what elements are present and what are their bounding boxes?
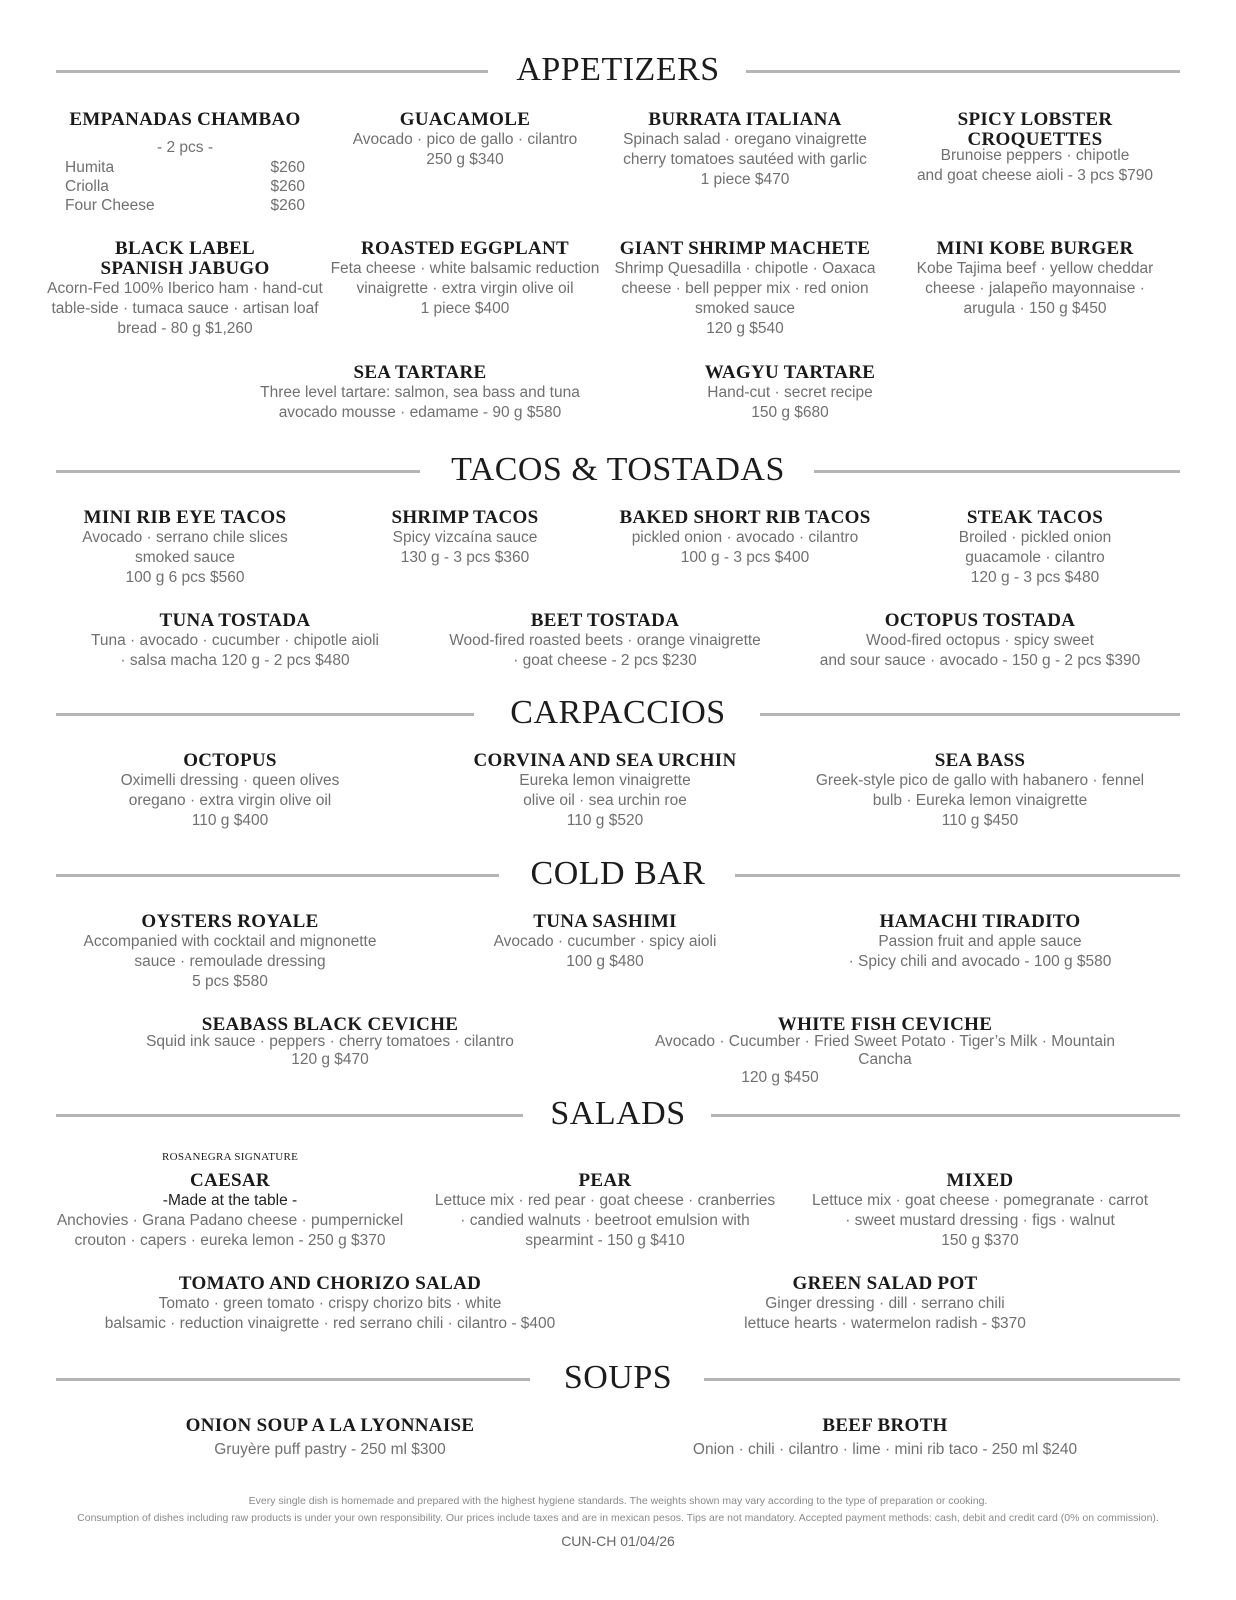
option-row: Criolla $260 xyxy=(65,178,305,195)
option-row: Four Cheese $260 xyxy=(65,197,305,214)
menu-item-hamachi xyxy=(820,912,1140,972)
item-price: Gruyère puff pastry - 250 ml $300 xyxy=(214,1441,446,1458)
item-name: SPICY LOBSTER xyxy=(957,109,1113,130)
menu-item-wagyu-tartare xyxy=(665,363,915,423)
item-name: BLACK LABEL xyxy=(114,238,256,259)
item-name: WAGYU TARTARE xyxy=(704,362,876,383)
divider xyxy=(735,874,1180,877)
item-desc: Brunoise peppers · chipotle xyxy=(940,147,1130,164)
section-title: SOUPS xyxy=(563,1359,673,1396)
item-name: GUACAMOLE xyxy=(399,109,531,130)
item-name: SEABASS BLACK CEVICHE xyxy=(201,1014,459,1035)
item-name: EMPANADAS CHAMBAO xyxy=(69,109,301,130)
menu-item-burrata xyxy=(600,110,890,190)
menu-item-green-salad-pot xyxy=(715,1274,1055,1334)
menu-item-lobster-croquettes xyxy=(890,110,1180,186)
item-desc: Spicy vizcaína sauce xyxy=(392,529,538,546)
item-name: GREEN SALAD POT xyxy=(792,1273,978,1294)
item-price: 110 g $450 xyxy=(941,812,1019,829)
item-desc: Lettuce mix · red pear · goat cheese · cranberries xyxy=(434,1192,776,1209)
item-desc: Passion fruit and apple sauce xyxy=(878,933,1082,950)
item-name: GIANT SHRIMP MACHETE xyxy=(619,238,871,259)
footer-disclaimer: Every single dish is homemade and prepared with the highest hygiene standards. The weights shown may vary according to the type of preparation or cooking. xyxy=(248,1495,988,1507)
item-name: TOMATO AND CHORIZO SALAD xyxy=(178,1273,482,1294)
section-header-cold-bar xyxy=(56,854,1180,894)
item-price: 120 g - 3 pcs $480 xyxy=(970,569,1100,586)
item-desc: Feta cheese · white balsamic reduction xyxy=(330,260,600,277)
item-name: WHITE FISH CEVICHE xyxy=(777,1014,993,1035)
menu-item-short-rib-tacos xyxy=(600,508,890,568)
item-desc: Ginger dressing · dill · serrano chili xyxy=(765,1295,1005,1312)
section-header-soups xyxy=(56,1358,1180,1398)
item-desc: bulb · Eureka lemon vinaigrette xyxy=(872,792,1088,809)
section-header-appetizers xyxy=(56,50,1180,90)
item-desc: Wood-fired roasted beets · orange vinaigrette xyxy=(449,632,761,649)
menu-item-empanadas xyxy=(60,110,310,215)
item-desc: Lettuce mix · goat cheese · pomegranate · carrot xyxy=(812,1192,1148,1209)
menu-item-ribeye-tacos xyxy=(45,508,325,588)
menu-item-shrimp-tacos xyxy=(330,508,600,568)
menu-item-oysters xyxy=(70,912,390,992)
menu-code: CUN-CH 01/04/26 xyxy=(561,1533,675,1549)
item-name: MIXED xyxy=(946,1170,1014,1191)
item-name: CROQUETTES xyxy=(967,129,1103,150)
item-name: BAKED SHORT RIB TACOS xyxy=(619,507,871,528)
item-desc: olive oil · sea urchin roe xyxy=(523,792,687,809)
item-desc: · candied walnuts · beetroot emulsion with xyxy=(460,1212,750,1229)
menu-item-steak-tacos xyxy=(890,508,1180,588)
section-header-salads xyxy=(56,1094,1180,1134)
item-price: · goat cheese - 2 pcs $230 xyxy=(513,652,697,669)
item-name: CAESAR xyxy=(190,1170,270,1191)
item-name: BURRATA ITALIANA xyxy=(648,109,842,130)
menu-item-corvina xyxy=(445,751,765,831)
item-desc: smoked sauce xyxy=(135,549,235,566)
item-desc: Oximelli dressing · queen olives xyxy=(120,772,340,789)
item-price: 1 piece $470 xyxy=(700,171,790,188)
section-header-carpaccios xyxy=(56,693,1180,733)
menu-item-black-ceviche xyxy=(130,1015,530,1069)
item-name: SPANISH JABUGO xyxy=(100,258,270,279)
item-price: 150 g $370 xyxy=(941,1232,1019,1249)
menu-item-beef-broth xyxy=(665,1416,1105,1460)
item-desc: Three level tartare: salmon, sea bass and tuna xyxy=(260,384,580,401)
menu-item-mixed xyxy=(800,1171,1160,1251)
item-desc: Greek-style pico de gallo with habanero · fennel xyxy=(815,772,1145,789)
item-name: PEAR xyxy=(578,1170,632,1191)
item-name: OCTOPUS TOSTADA xyxy=(884,610,1076,631)
item-desc: Shrimp Quesadilla · chipotle · Oaxaca xyxy=(614,260,876,277)
menu-item-caesar xyxy=(55,1171,405,1251)
item-price: crouton · capers · eureka lemon - 250 g $370 xyxy=(74,1232,386,1249)
item-price: 100 g $480 xyxy=(566,953,644,970)
section-title: SALADS xyxy=(550,1095,686,1132)
item-name: TUNA TOSTADA xyxy=(159,610,311,631)
item-desc: cheese · jalapeño mayonnaise · xyxy=(925,280,1145,297)
item-price: 150 g $680 xyxy=(751,404,829,421)
item-name: STEAK TACOS xyxy=(966,507,1104,528)
item-name: MINI KOBE BURGER xyxy=(936,238,1134,259)
menu-item-tomato-chorizo xyxy=(95,1274,565,1334)
item-desc: Squid ink sauce · peppers · cherry tomatoes · cilantro xyxy=(146,1033,514,1050)
item-desc: pickled onion · avocado · cilantro xyxy=(631,529,859,546)
menu-item-sea-bass xyxy=(800,751,1160,831)
item-name: ONION SOUP A LA LYONNAISE xyxy=(185,1415,475,1436)
item-name: OCTOPUS xyxy=(183,750,277,771)
item-desc: oregano · extra virgin olive oil xyxy=(128,792,332,809)
item-price: 110 g $520 xyxy=(566,812,644,829)
item-name: MINI RIB EYE TACOS xyxy=(83,507,287,528)
option-row: Humita $260 xyxy=(65,159,305,176)
item-price: 120 g $470 xyxy=(291,1051,369,1068)
item-price: 110 g $400 xyxy=(191,812,269,829)
item-name: SEA TARTARE xyxy=(353,362,487,383)
menu-item-shrimp-machete xyxy=(600,239,890,339)
item-price: spearmint - 150 g $410 xyxy=(525,1232,685,1249)
item-price: avocado mousse · edamame - 90 g $580 xyxy=(278,404,562,421)
item-desc: sauce · remoulade dressing xyxy=(134,953,326,970)
item-price: Onion · chili · cilantro · lime · mini rib taco - 250 ml $240 xyxy=(692,1441,1078,1458)
item-name: CORVINA AND SEA URCHIN xyxy=(473,750,737,771)
item-price: and goat cheese aioli - 3 pcs $790 xyxy=(916,167,1154,184)
item-price: 5 pcs $580 xyxy=(192,973,268,990)
item-desc: vinaigrette · extra virgin olive oil xyxy=(356,280,574,297)
item-name: SEA BASS xyxy=(934,750,1026,771)
item-price: · Spicy chili and avocado - 100 g $580 xyxy=(848,953,1112,970)
item-name: BEEF BROTH xyxy=(822,1415,948,1436)
section-title: APPETIZERS xyxy=(516,51,720,88)
item-desc: Avocado · cucumber · spicy aioli xyxy=(493,933,717,950)
section-title: TACOS & TOSTADAS xyxy=(451,451,785,488)
menu-item-onion-soup xyxy=(150,1416,510,1460)
section-title: CARPACCIOS xyxy=(510,694,726,731)
item-desc: guacamole · cilantro xyxy=(965,549,1105,566)
menu-item-tuna-tostada xyxy=(70,611,400,671)
item-desc: cherry tomatoes sautéed with garlic xyxy=(623,151,867,168)
section-title: COLD BAR xyxy=(530,855,706,892)
item-desc: Eureka lemon vinaigrette xyxy=(519,772,691,789)
divider xyxy=(760,713,1180,716)
menu-item-kobe-burger xyxy=(890,239,1180,319)
item-desc: Accompanied with cocktail and mignonette xyxy=(83,933,377,950)
menu-item-octopus-carpaccio xyxy=(85,751,375,831)
item-name: TUNA SASHIMI xyxy=(533,911,677,932)
item-desc: Acorn-Fed 100% Iberico ham · hand-cut xyxy=(47,280,323,297)
item-desc: Avocado · Cucumber · Fried Sweet Potato · Tiger’s Milk · Mountain Cancha xyxy=(654,1033,1116,1068)
item-desc: Spinach salad · oregano vinaigrette xyxy=(623,131,867,148)
divider xyxy=(711,1114,1180,1117)
menu-item-pear xyxy=(425,1171,785,1251)
item-desc: · sweet mustard dressing · figs · walnut xyxy=(845,1212,1115,1229)
menu-item-eggplant xyxy=(320,239,610,319)
item-name: OYSTERS ROYALE xyxy=(141,911,319,932)
item-desc: Wood-fired octopus · spicy sweet xyxy=(865,632,1094,649)
menu-item-guacamole xyxy=(325,110,605,170)
item-desc: Avocado · pico de gallo · cilantro xyxy=(352,131,578,148)
item-price: 100 g 6 pcs $560 xyxy=(125,569,245,586)
item-price: bread - 80 g $1,260 xyxy=(117,320,253,337)
divider xyxy=(746,70,1180,73)
item-desc: Tuna · avocado · cucumber · chipotle aioli xyxy=(90,632,380,649)
item-price: 250 g $340 xyxy=(426,151,504,168)
item-name: BEET TOSTADA xyxy=(530,610,680,631)
item-desc: smoked sauce xyxy=(695,300,795,317)
menu-item-sea-tartare xyxy=(230,363,610,423)
menu-item-octopus-tostada xyxy=(800,611,1160,671)
item-desc: Avocado · serrano chile slices xyxy=(82,529,288,546)
item-price: arugula · 150 g $450 xyxy=(963,300,1107,317)
item-desc: Anchovies · Grana Padano cheese · pumpernickel xyxy=(56,1212,404,1229)
menu-item-white-ceviche xyxy=(630,1015,1140,1087)
item-desc: table-side · tumaca sauce · artisan loaf xyxy=(51,300,319,317)
item-desc: Hand-cut · secret recipe xyxy=(707,384,873,401)
menu-item-tuna-sashimi xyxy=(445,912,765,972)
menu-item-jabugo xyxy=(45,239,325,339)
item-price: lettuce hearts · watermelon radish - $370 xyxy=(744,1315,1026,1332)
divider xyxy=(814,470,1180,473)
footer-disclaimer: Consumption of dishes including raw products is under your own responsibility. Our prices include taxes and are in mexican pesos. Tips are not mandatory. Accepted payment methods: cash, debit and credit card (0% on commission). xyxy=(77,1512,1159,1524)
item-price: · salsa macha 120 g - 2 pcs $480 xyxy=(120,652,350,669)
item-desc: Broiled · pickled onion xyxy=(958,529,1112,546)
item-name: ROASTED EGGPLANT xyxy=(360,238,570,259)
item-price: 120 g $540 xyxy=(706,320,784,337)
divider xyxy=(704,1378,1180,1381)
item-price: and sour sauce · avocado - 150 g - 2 pcs $390 xyxy=(819,652,1141,669)
signature-badge: ROSANEGRA SIGNATURE xyxy=(162,1151,299,1163)
item-price: balsamic · reduction vinaigrette · red serrano chili · cilantro - $400 xyxy=(104,1315,556,1332)
item-note: - 2 pcs - xyxy=(157,139,213,156)
item-name: HAMACHI TIRADITO xyxy=(879,911,1081,932)
item-desc: cheese · bell pepper mix · red onion xyxy=(621,280,869,297)
item-note: -Made at the table - xyxy=(162,1192,298,1209)
item-price: 120 g $450 xyxy=(741,1069,819,1086)
section-header-tacos xyxy=(56,450,1180,490)
item-desc: Tomato · green tomato · crispy chorizo bits · white xyxy=(158,1295,502,1312)
item-price: 130 g - 3 pcs $360 xyxy=(400,549,530,566)
option-list xyxy=(60,158,310,215)
item-price: 1 piece $400 xyxy=(420,300,510,317)
menu-item-beet-tostada xyxy=(425,611,785,671)
item-name: SHRIMP TACOS xyxy=(391,507,539,528)
item-price: 100 g - 3 pcs $400 xyxy=(680,549,810,566)
item-desc: Kobe Tajima beef · yellow cheddar xyxy=(916,260,1154,277)
